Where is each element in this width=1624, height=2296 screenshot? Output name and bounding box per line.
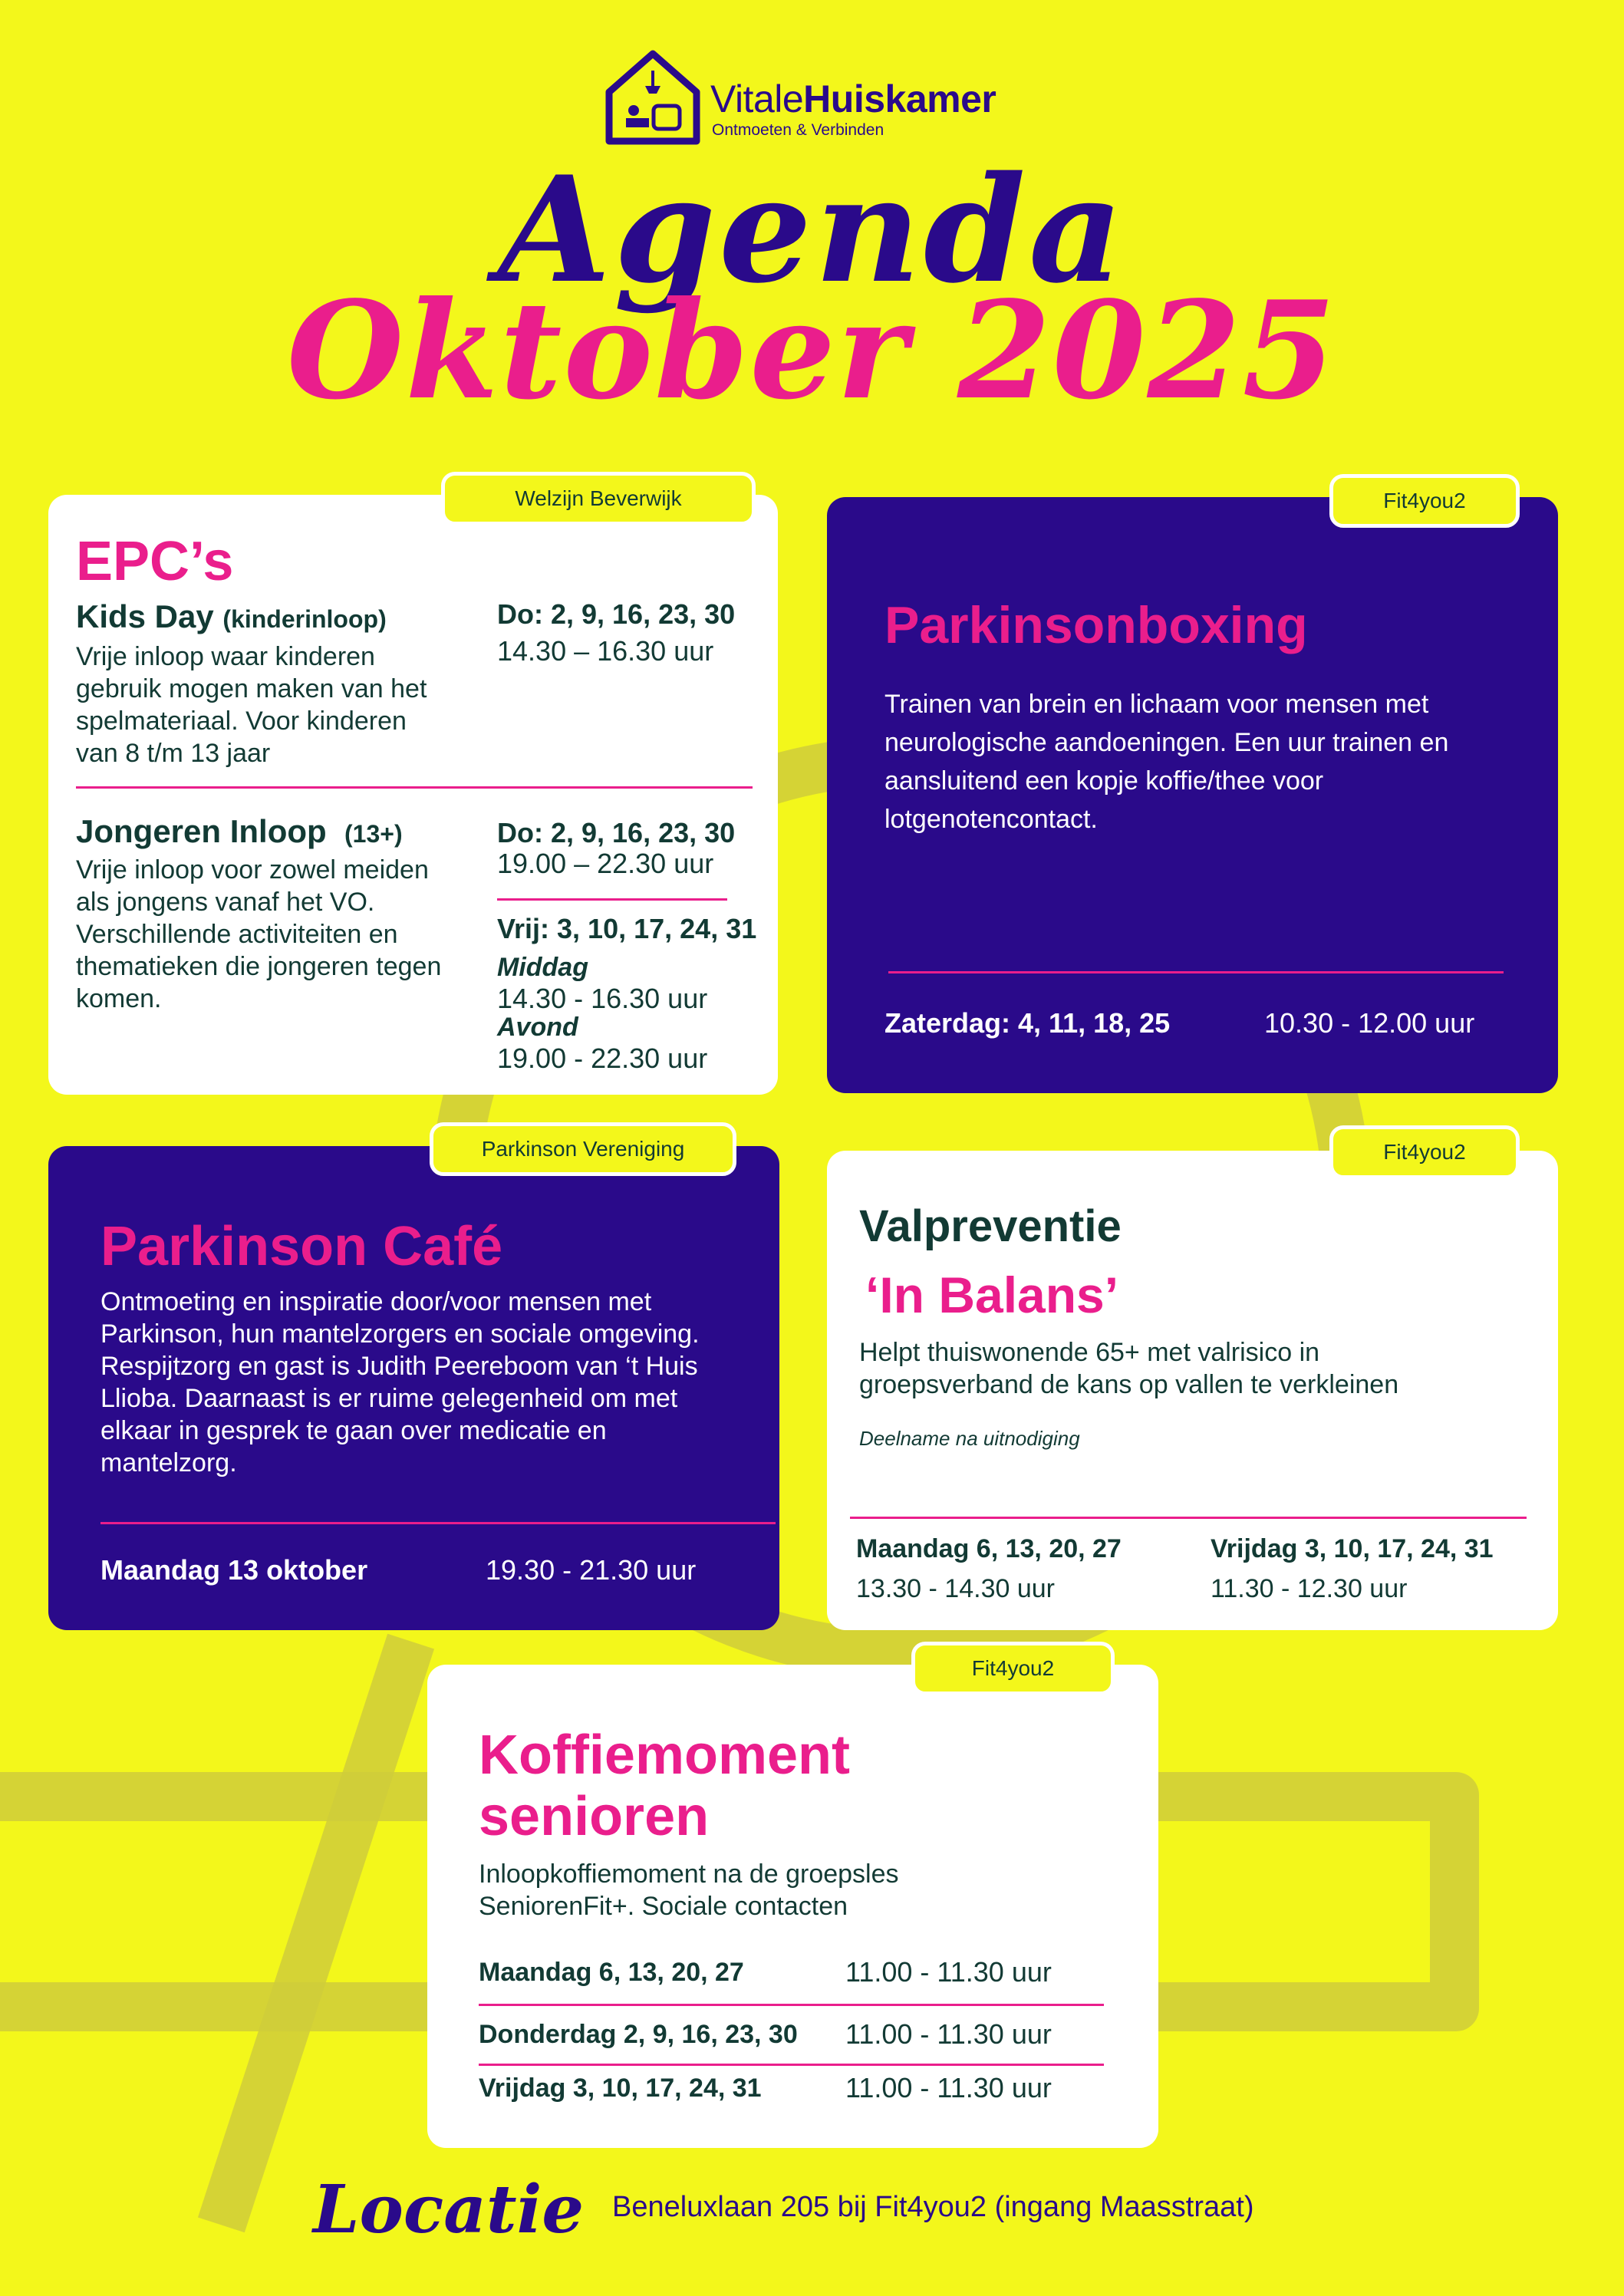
parkinson-cafe-title: Parkinson Café	[100, 1216, 503, 1277]
koffiemoment-card	[427, 1665, 1158, 2148]
parkinsonboxing-card	[827, 497, 1558, 1093]
midday-time: 14.30 - 16.30 uur	[497, 983, 708, 1014]
epc-title: EPC’s	[76, 531, 234, 592]
valpreventie-note: Deelname na uitnodiging	[859, 1427, 1080, 1450]
logo-name: VitaleHuiskamer	[710, 77, 996, 120]
organizer-tag: Welzijn Beverwijk	[441, 472, 756, 525]
location-label: Locatie	[313, 2171, 585, 2248]
koffiemoment-days-friday: Vrijdag 3, 10, 17, 24, 31	[479, 2074, 762, 2103]
koffiemoment-time-monday: 11.00 - 11.30 uur	[845, 1956, 1052, 1988]
organizer-tag: Parkinson Vereniging	[430, 1122, 736, 1176]
divider	[479, 2004, 1104, 2006]
evening-label: Avond	[497, 1013, 578, 1042]
parkinsonboxing-days: Zaterdag: 4, 11, 18, 25	[884, 1007, 1171, 1039]
page-subtitle: Oktober 2025	[286, 272, 1338, 430]
valpreventie-subtitle: ‘In Balans’	[865, 1267, 1119, 1323]
divider	[100, 1522, 776, 1524]
logo	[603, 48, 1033, 151]
epc-card	[48, 495, 778, 1095]
koffiemoment-time-friday: 11.00 - 11.30 uur	[845, 2072, 1052, 2103]
valpreventie-time-friday: 11.30 - 12.30 uur	[1211, 1574, 1408, 1603]
koffiemoment-description: Inloopkoffiemoment na de groepsles SeniorenFit+. Sociale contacten	[479, 1860, 899, 1921]
youth-title: Jongeren Inloop (13+)	[76, 813, 403, 849]
parkinson-cafe-days: Maandag 13 oktober	[100, 1554, 368, 1586]
divider	[479, 2064, 1104, 2066]
youth-time-thursday: 19.00 – 22.30 uur	[497, 848, 714, 879]
parkinson-cafe-time: 19.30 - 21.30 uur	[486, 1554, 697, 1586]
organizer-tag: Fit4you2	[1329, 474, 1520, 528]
kids-day-title: Kids Day (kinderinloop)	[76, 598, 387, 634]
koffiemoment-days-monday: Maandag 6, 13, 20, 27	[479, 1958, 744, 1987]
valpreventie-title: Valpreventie	[859, 1201, 1122, 1251]
parkinsonboxing-description: Trainen van brein en lichaam voor mensen met neurologische aandoeningen. Een uur trainen en aansluitend een kopje koffie/thee voor lotgenotencontact.	[884, 690, 1449, 834]
divider	[850, 1517, 1527, 1519]
parkinsonboxing-time: 10.30 - 12.00 uur	[1264, 1007, 1475, 1039]
valpreventie-description: Helpt thuiswonende 65+ met valrisico in groepsverband de kans op vallen te verkleinen	[859, 1338, 1399, 1399]
organizer-tag: Fit4you2	[911, 1642, 1115, 1695]
koffiemoment-days-thursday: Donderdag 2, 9, 16, 23, 30	[479, 2020, 798, 2049]
logo-tagline: Ontmoeten & Verbinden	[712, 121, 884, 139]
house-logo-icon	[603, 48, 703, 147]
valpreventie-time-monday: 13.30 - 14.30 uur	[856, 1574, 1055, 1603]
youth-description: Vrije inloop voor zowel meiden als jongens vanaf het VO. Verschillende activiteiten en thematieken die jongeren tegen komen.	[76, 855, 442, 1013]
midday-label: Middag	[497, 953, 588, 982]
divider	[497, 898, 727, 901]
page-title: Agenda	[497, 144, 1127, 315]
divider	[888, 971, 1504, 973]
kids-day-days: Do: 2, 9, 16, 23, 30	[497, 598, 736, 630]
koffiemoment-title: Koffiemoment senioren	[479, 1724, 850, 1847]
divider	[76, 786, 753, 789]
organizer-tag: Fit4you2	[1329, 1125, 1520, 1179]
parkinson-cafe-description: Ontmoeting en inspiratie door/voor mensen met Parkinson, hun mantelzorgers en sociale omgeving. Respijtzorg en gast is Judith Peereboom van ‘t Huis Llioba. Daarnaast is er ruime gelegenheid om met elkaar in gesprek te gaan over medicatie en mantelzorg.	[100, 1287, 700, 1477]
youth-days-friday: Vrij: 3, 10, 17, 24, 31	[497, 913, 757, 944]
valpreventie-days-monday: Maandag 6, 13, 20, 27	[856, 1534, 1122, 1563]
valpreventie-days-friday: Vrijdag 3, 10, 17, 24, 31	[1211, 1534, 1494, 1563]
valpreventie-card	[827, 1151, 1558, 1630]
parkinson-cafe-card	[48, 1146, 779, 1630]
kids-day-time: 14.30 – 16.30 uur	[497, 635, 714, 667]
evening-time: 19.00 - 22.30 uur	[497, 1043, 708, 1074]
youth-days-thursday: Do: 2, 9, 16, 23, 30	[497, 817, 736, 848]
koffiemoment-time-thursday: 11.00 - 11.30 uur	[845, 2018, 1052, 2050]
location-address: Beneluxlaan 205 bij Fit4you2 (ingang Maasstraat)	[612, 2191, 1254, 2223]
parkinsonboxing-title: Parkinsonboxing	[884, 596, 1308, 654]
kids-day-description: Vrije inloop waar kinderen gebruik mogen maken van het spelmateriaal. Voor kinderen van 8 t/m 13 jaar	[76, 642, 427, 768]
